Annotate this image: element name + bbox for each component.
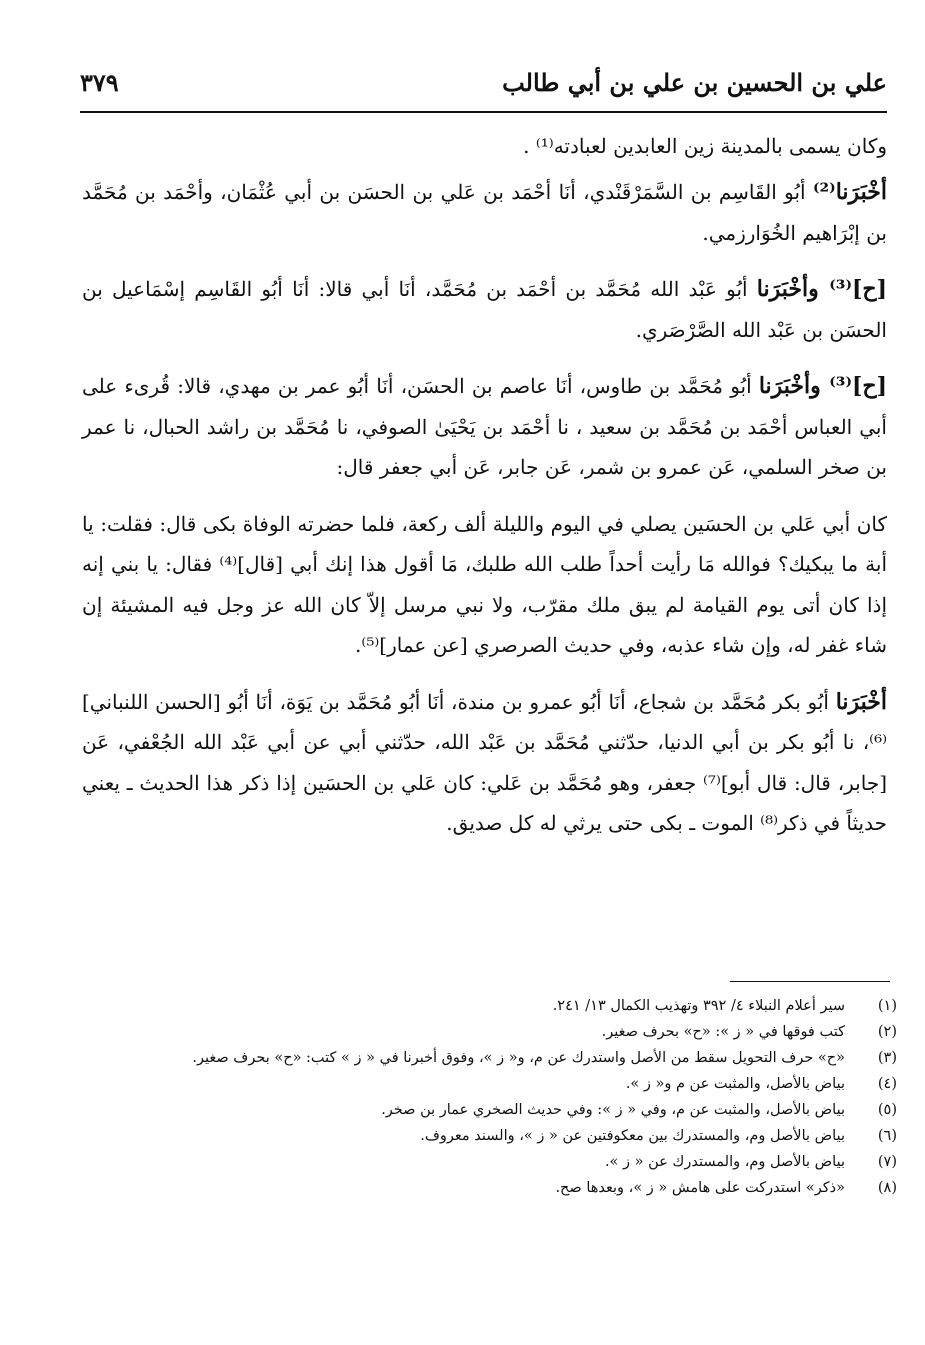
text-line: إسْمَاعيل بن الحسَن بن عَبْد الله الصَّرْصَري.	[82, 277, 887, 342]
isnad-keyword: أخْبَرَنا	[835, 688, 888, 715]
paragraph	[82, 682, 887, 844]
text-line: أبُو عَبْد الله مُحَمَّد بن أحْمَد بن مُحَمَّد، أنَا أبي قالا: أنَا أبُو القَاسِم	[194, 277, 748, 301]
paragraph	[82, 269, 887, 350]
text-line: أبُو مُحَمَّد بن طاوس، أنَا عاصم بن الحسَن، أنَا أبُو عمر بن مهدي،	[218, 374, 752, 398]
footnote-text: بياض بالأصل، والمثبت عن م و« ز ».	[625, 1076, 845, 1092]
paragraph	[82, 172, 887, 253]
paragraph	[82, 126, 887, 172]
text-line: أبُو القَاسِم بن السَّمَرْقَنْدي، أنَا أحْمَد بن عَلي بن الحسَن بن أبي عُثْمَان،	[220, 180, 806, 204]
footnote	[100, 1045, 897, 1071]
isnad-keyword: [ح]⁽³⁾ وأخْبَرَنا	[756, 276, 888, 302]
footnote-text: كتب فوقها في « ز »: «ح» بحرف صغير.	[601, 1024, 845, 1040]
footnote-number: (٤)	[877, 1076, 897, 1092]
text-line: وأحْمَد بن مُحَمَّد بن إبْرَاهيم الخُوَارزمي.	[82, 180, 887, 245]
text-line: [الحسن اللنباني]⁽⁶⁾، نا أبُو بكر بن أبي الدنيا، حدّثني مُحَمَّد بن عَبْد الله، حدّثني أبي عن	[82, 689, 888, 754]
header-rule	[80, 111, 887, 113]
paragraph	[82, 366, 887, 488]
text-line: كان أبي عَلي بن الحسَين يصلي في اليوم والليلة ألف ركعة، فلما حضرته الوفاة بكى	[202, 511, 887, 536]
text-line: [قال]⁽⁴⁾ فقال: يا بني إنه إذا كان أتى يوم القيامة لم يبق ملك مقرّب، ولا نبي مرسل إلاّ كان	[82, 552, 888, 617]
footnote	[100, 1019, 897, 1045]
text-line: قال: فقلت: يا أبة ما يبكيك؟ فوالله مَا رأيت أحداً طلب الله طلبك، مَا أقول هذا إنك أبي	[82, 511, 888, 576]
footnote-line: «ح» حرف التحويل سقط من الأصل واستدرك عن م، و« ز »، وفوق أخبرنا في « ز » كتب: «ح» بحرف	[233, 1050, 845, 1066]
footnote-text: بياض بالأصل، والمثبت عن م، وفي « ز »: وفي حديث الصخري عمار بن صخر.	[381, 1102, 845, 1118]
footnote	[100, 1071, 897, 1097]
isnad-keyword: [ح]⁽³⁾ وأخْبَرَنا	[758, 373, 888, 399]
footnotes	[100, 993, 897, 1201]
footnote-number: (٣)	[877, 1050, 897, 1066]
footnote-number: (٥)	[877, 1102, 897, 1118]
text-line: مُحَمَّد بن راشد الحبال، نا عمر بن صخر السلمي، عَن عمرو بن شمر، عَن جابر، عَن أبي	[82, 414, 887, 479]
footnote-text: «ذكر» استدركت على هامش « ز »، وبعدها صح.	[555, 1180, 845, 1196]
text-line: عمار]⁽⁵⁾.	[355, 633, 427, 657]
footnote-text: بياض بالأصل وم، والمستدرك عن « ز ».	[604, 1154, 845, 1170]
main-text	[82, 126, 887, 844]
text-line: صديق.	[446, 811, 503, 835]
footnote-line: صغير.	[192, 1050, 229, 1066]
footnote-text: سير أعلام النبلاء ٤/ ٣٩٢ وتهذيب الكمال ١٣/ ٢٤١.	[552, 998, 845, 1014]
footnote-text	[100, 1045, 845, 1071]
footnote-separator	[730, 981, 890, 982]
text-line: أبُو بكر مُحَمَّد بن شجاع، أنَا أبُو عمرو بن مندة، أنَا أبُو مُحَمَّد بن يَوَة، أنَا أبُو	[227, 689, 829, 714]
running-title: علي بن الحسين بن علي بن أبي طالب	[502, 68, 887, 97]
footnote	[100, 1123, 897, 1149]
running-header	[80, 66, 887, 106]
footnote	[100, 1097, 897, 1123]
footnote-number: (٦)	[877, 1128, 897, 1144]
paragraph	[82, 504, 887, 666]
text-line: أبي عَبْد الله الجُعْفي، عَن [جابر، قال: قال أبو]⁽⁷⁾ جعفر، وهو مُحَمَّد بن عَلي: كان	[82, 730, 888, 795]
footnote-text: بياض بالأصل وم، والمستدرك بين معكوفتين عن « ز »، والسند معروف.	[420, 1128, 845, 1144]
text-line: جعفر قال:	[336, 455, 423, 479]
page-number: ٣٧٩	[80, 68, 119, 97]
footnote	[100, 993, 897, 1019]
footnote-number: (٨)	[877, 1180, 897, 1196]
footnote-number: (١)	[877, 998, 897, 1014]
text-line: عَلي بن الحسَين إذا ذكر هذا الحديث ـ يعني حديثاً في ذكر⁽⁸⁾ الموت ـ بكى حتى يرثي له كل	[82, 770, 887, 835]
isnad-keyword: أخْبَرَنا⁽²⁾	[812, 179, 888, 205]
text-line: قالا: قُرىء على أبي العباس أحْمَد بن مُحَمَّد بن سعيد ، نا أحْمَد بن يَحْيَىٰ الصوفي، نا	[82, 374, 887, 439]
text-line: وكان يسمى بالمدينة زين العابدين لعبادته⁽¹⁾ .	[523, 134, 887, 158]
footnote	[100, 1175, 897, 1201]
footnote	[100, 1149, 897, 1175]
footnote-number: (٢)	[877, 1024, 897, 1040]
footnote-number: (٧)	[877, 1154, 897, 1170]
text-line: الله عز وجل فيه المشيئة إن شاء غفر له، وإن شاء عذبه، وفي حديث الصرصري [عن	[82, 592, 887, 657]
